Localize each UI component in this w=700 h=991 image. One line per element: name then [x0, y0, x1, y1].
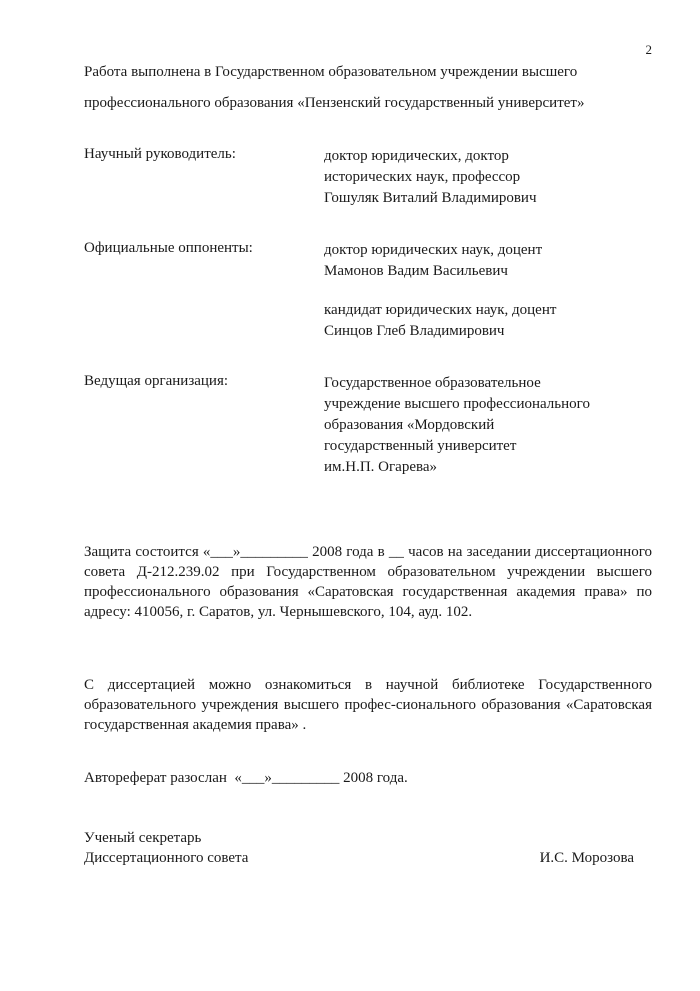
- library-paragraph: С диссертацией можно ознакомиться в научной библиотеке Государственного образовательного учреждения высшего профес-сионального образования «Саратовская государственная академия права» .: [84, 677, 652, 733]
- lead-org-line: государственный университет: [324, 438, 517, 454]
- opponent-line: доктор юридических наук, доцент: [324, 242, 543, 258]
- opponent-line: Мамонов Вадим Васильевич: [324, 263, 508, 279]
- lead-org-details: [324, 373, 590, 478]
- supervisor-label: Научный руководитель:: [84, 146, 236, 162]
- lead-org-line: образования «Мордовский: [324, 417, 495, 433]
- lead-org-line: учреждение высшего профессионального: [324, 396, 590, 412]
- signature-council-line: Диссертационного совета: [84, 850, 249, 866]
- supervisor-line: доктор юридических, доктор: [324, 148, 509, 164]
- intro-line-1: Работа выполнена в Государственном образовательном учреждении высшего: [84, 64, 578, 80]
- spacer: [324, 282, 556, 300]
- signature-block: [84, 828, 634, 868]
- opponent-line: кандидат юридических наук, доцент: [324, 302, 557, 318]
- intro-line-2: профессионального образования «Пензенский государственный университет»: [84, 95, 585, 111]
- signature-title-line: Ученый секретарь: [84, 830, 202, 846]
- supervisor-line: исторических наук, профессор: [324, 169, 521, 185]
- lead-org-line: Государственное образовательное: [324, 375, 541, 391]
- supervisor-details: [324, 146, 537, 209]
- lead-org-label: Ведущая организация:: [84, 373, 229, 389]
- opponent-line: Синцов Глеб Владимирович: [324, 323, 505, 339]
- opponents-details: [324, 240, 556, 342]
- intro-paragraph: [84, 57, 647, 119]
- sent-date-line: Автореферат разослан «___»_________ 2008 года.: [84, 770, 408, 786]
- lead-org-line: им.Н.П. Огарева»: [324, 459, 438, 475]
- opponents-label: Официальные оппоненты:: [84, 240, 253, 256]
- defense-paragraph: Защита состоится «___»_________ 2008 года в __ часов на заседании диссертационного совета Д-212.239.02 при Государственном образовательном учреждении высшего профессионального образования «Саратовская государственная академия права» по адресу: 410056, г. Саратов, ул. Чернышевского, 104, ауд. 102.: [84, 544, 652, 620]
- page-number: 2: [645, 42, 652, 57]
- supervisor-line: Гошуляк Виталий Владимирович: [324, 190, 537, 206]
- secretary-name: И.С. Морозова: [539, 850, 634, 866]
